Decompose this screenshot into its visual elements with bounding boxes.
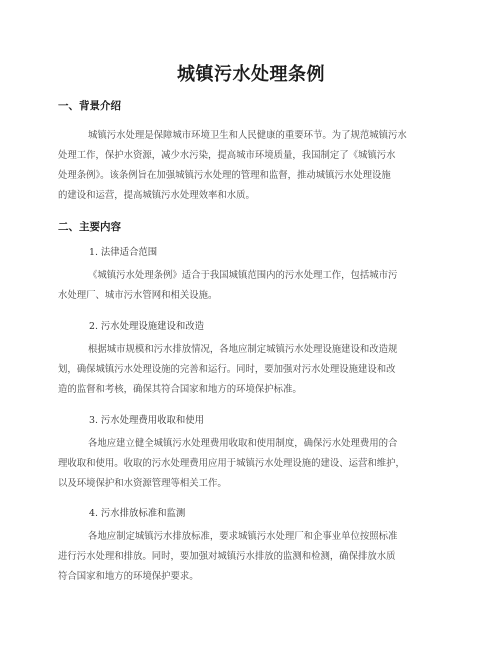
paragraph-line: 城镇污水处理是保障城市环境卫生和人民健康的重要环节。为了规范城镇污水	[88, 130, 407, 141]
paragraph-line: 以及环境保护和水资源管理等相关工作。	[58, 478, 227, 489]
paragraph-line: 的建设和运营，提高城镇污水处理效率和水质。	[58, 190, 255, 201]
paragraph-line: 处理工作，保护水资源，减少水污染，提高城市环境质量，我国制定了《城镇污水	[58, 150, 396, 161]
paragraph-line: 进行污水处理和排放。同时，要加强对城镇污水排放的监测和检测，确保排放水质	[58, 551, 396, 562]
paragraph-line: 符合国家和地方的环境保护要求。	[58, 571, 199, 582]
item-label-discharge-standards: 4. 污水排放标准和监测	[89, 508, 186, 519]
section-heading-main-content: 二、主要内容	[58, 221, 121, 233]
item-label-legal-scope: 1. 法律适合范围	[89, 247, 158, 258]
paragraph-line: 处理条例》。该条例旨在加强城镇污水处理的管理和监督，推动城镇污水处理设施	[58, 170, 391, 181]
item-paragraph-discharge-standards	[58, 527, 450, 587]
section-heading-background: 一、背景介绍	[58, 100, 121, 112]
paragraph-line: 各地应建立健全城镇污水处理费用收取和使用制度，确保污水处理费用的合	[88, 438, 398, 449]
paragraph-line: 造的监督和考核，确保其符合国家和地方的环境保护标准。	[58, 384, 302, 395]
item-paragraph-legal-scope	[58, 266, 450, 306]
paragraph-line: 《城镇污水处理条例》适合于我国城镇范围内的污水处理工作，包括城市污	[88, 270, 398, 281]
paragraph-line: 各地应制定城镇污水排放标准，要求城镇污水处理厂和企事业单位按照标准	[88, 531, 398, 542]
section-paragraph-background	[58, 126, 450, 206]
paragraph-line: 水处理厂、城市污水管网和相关设施。	[58, 290, 218, 301]
paragraph-line: 根据城市规模和污水排放情况，各地应制定城镇污水处理设施建设和改造规	[88, 344, 398, 355]
item-label-fee-collection: 3. 污水处理费用收取和使用	[89, 415, 205, 426]
paragraph-line: 划，确保城镇污水处理设施的完善和运行。同时，要加强对污水处理设施建设和改	[58, 364, 396, 375]
item-paragraph-facility-construction	[58, 340, 450, 400]
paragraph-line: 理收取和使用。收取的污水处理费用应用于城镇污水处理设施的建设、运营和维护，	[58, 458, 405, 469]
item-paragraph-fee-collection	[58, 434, 450, 494]
item-label-facility-construction: 2. 污水处理设施建设和改造	[89, 321, 205, 332]
document-title: 城镇污水处理条例	[177, 64, 325, 85]
